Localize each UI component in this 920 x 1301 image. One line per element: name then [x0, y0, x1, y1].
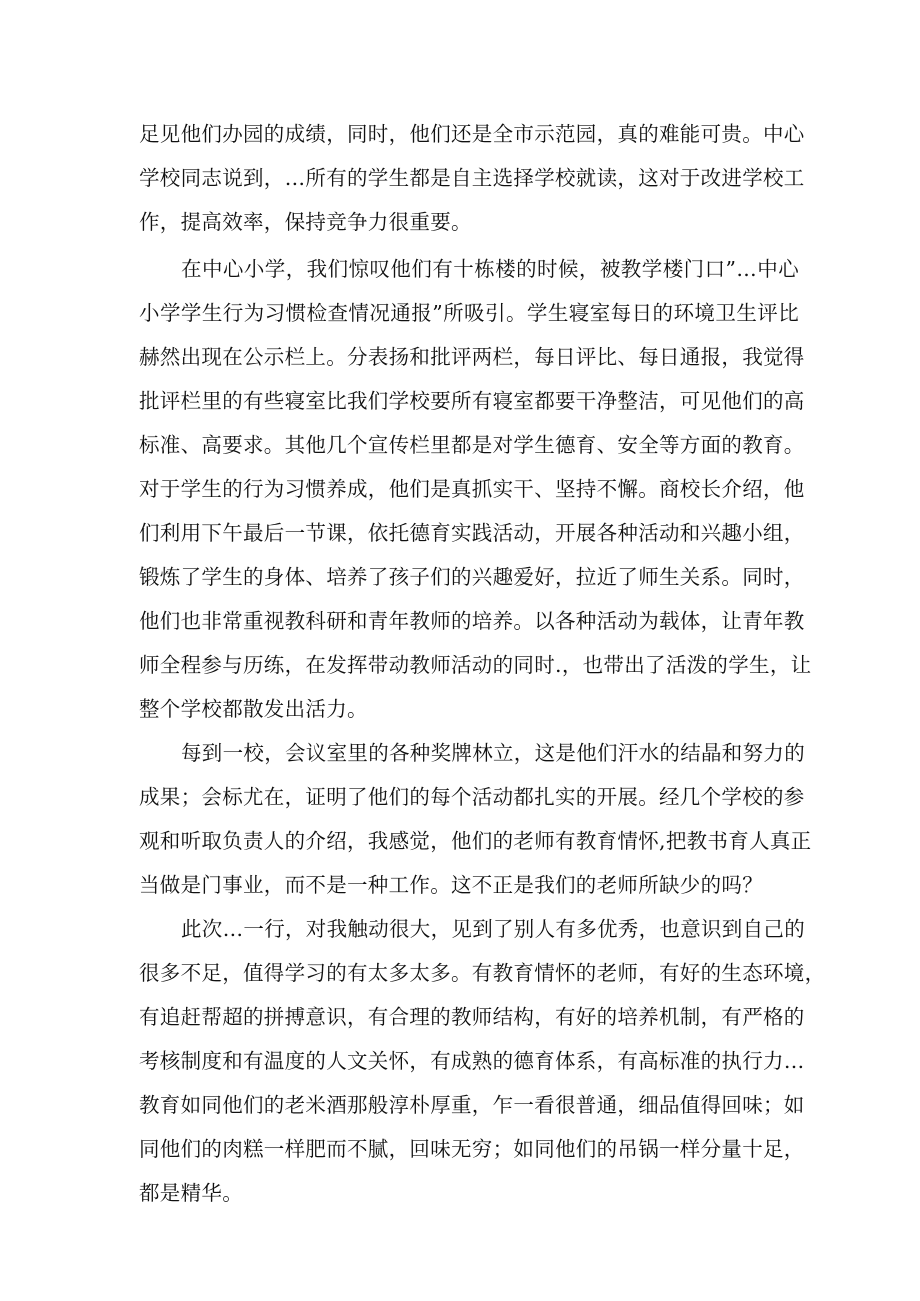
text-line: 锻炼了学生的身体、培养了孩子们的兴趣爱好，拉近了师生关系。同时，	[139, 565, 805, 589]
text-line: 对于学生的行为习惯养成，他们是真抓实干、坚持不懈。商校长介绍，他	[139, 477, 805, 501]
text-line: 作，提高效率，保持竞争力很重要。	[139, 210, 472, 234]
text-line: 批评栏里的有些寝室比我们学校要所有寝室都要干净整洁，可见他们的高	[139, 389, 805, 413]
text-line: 成果；会标尤在，证明了他们的每个活动都扎实的开展。经几个学校的参	[139, 785, 805, 809]
text-line: 每到一校，会议室里的各种奖牌林立，这是他们汗水的结晶和努力的	[181, 741, 805, 765]
text-line: 学校同志说到，…所有的学生都是自主选择学校就读，这对于改进学校工	[139, 166, 805, 190]
text-line: 师全程参与历练，在发挥带动教师活动的同时.，也带出了活泼的学生，让	[139, 653, 812, 677]
text-line: 有追赶帮超的拼搏意识，有合理的教师结构，有好的培养机制，有严格的	[139, 1005, 805, 1029]
text-line: 他们也非常重视教科研和青年教师的培养。以各种活动为载体，让青年教	[139, 609, 805, 633]
text-line: 足见他们办园的成绩，同时，他们还是全市示范园，真的难能可贵。中心	[139, 122, 805, 146]
text-line: 赫然出现在公示栏上。分表扬和批评两栏，每日评比、每日通报，我觉得	[139, 345, 805, 369]
text-line: 标准、高要求。其他几个宣传栏里都是对学生德育、安全等方面的教育。	[139, 433, 805, 457]
text-line: 整个学校都散发出活力。	[139, 697, 368, 721]
text-line: 当做是门事业，而不是一种工作。这不正是我们的老师所缺少的吗？	[139, 873, 763, 897]
text-line: 观和听取负责人的介绍，我感觉，他们的老师有教育情怀,把教书育人真正	[139, 829, 812, 853]
text-line: 们利用下午最后一节课，依托德育实践活动，开展各种活动和兴趣小组，	[139, 521, 805, 545]
text-line: 同他们的肉糕一样肥而不腻，回味无穷；如同他们的吊锅一样分量十足，	[139, 1137, 805, 1161]
text-line: 此次…一行，对我触动很大，见到了别人有多优秀，也意识到自己的	[181, 917, 805, 941]
text-line: 在中心小学，我们惊叹他们有十栋楼的时候，被教学楼门口”…中心	[181, 257, 799, 281]
text-line: 教育如同他们的老米酒那般淳朴厚重，乍一看很普通，细品值得回味；如	[139, 1093, 805, 1117]
text-line: 小学学生行为习惯检查情况通报”所吸引。学生寝室每日的环境卫生评比	[139, 301, 799, 325]
text-line: 都是精华。	[139, 1181, 243, 1205]
text-line: 很多不足，值得学习的有太多太多。有教育情怀的老师，有好的生态环境，	[139, 961, 826, 985]
text-line: 考核制度和有温度的人文关怀，有成熟的德育体系，有高标准的执行力…	[139, 1049, 805, 1073]
